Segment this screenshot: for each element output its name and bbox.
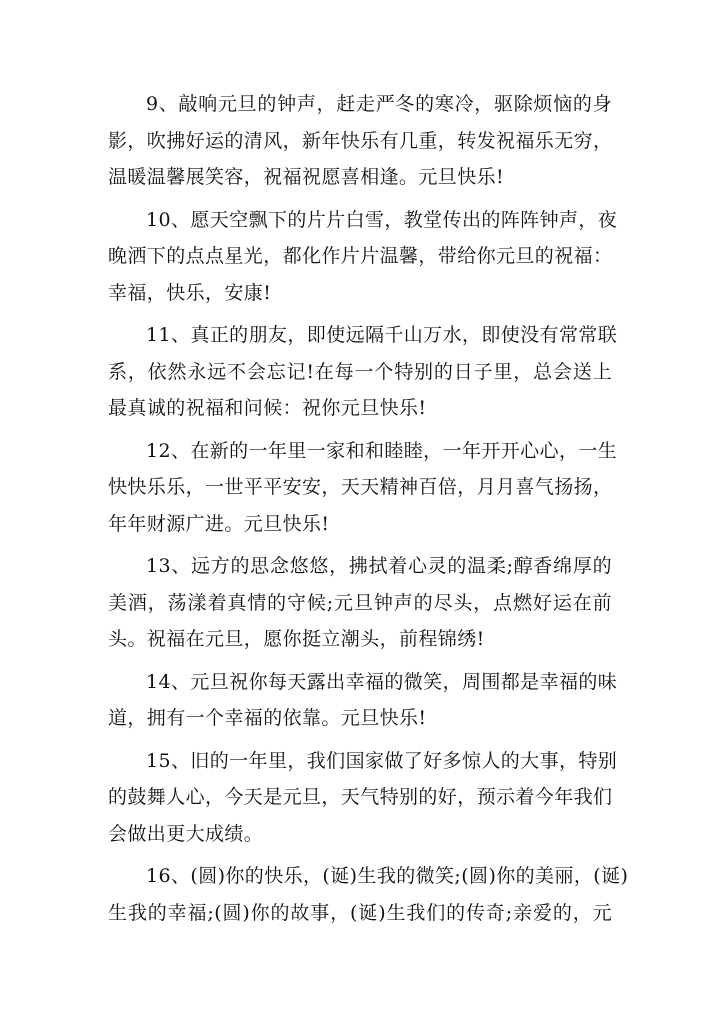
paragraph	[108, 86, 612, 196]
paragraph	[108, 664, 618, 737]
text-line: 9、敲响元旦的钟声，赶走严冬的寒冷，驱除烦恼的身	[146, 93, 612, 115]
text-line: 快快乐乐，一世平平安安，天天精神百倍，月月喜气扬扬，	[108, 476, 613, 498]
text-line: 美酒，荡漾着真情的守候;元旦钟声的尽头，点燃好运在前	[108, 591, 612, 614]
text-line: 年年财源广进。元旦快乐!	[108, 512, 330, 535]
paragraph	[108, 548, 612, 658]
text-line: 影，吹拂好运的清风，新年快乐有几重，转发祝福乐无穷，	[108, 129, 613, 152]
text-line: 16、(圆)你的快乐，(诞)生我的微笑;(圆)你的美丽，(诞)	[146, 865, 629, 887]
text-line: 13、远方的思念悠悠，拂拭着心灵的温柔;醇香绵厚的	[146, 555, 612, 577]
text-line: 系，依然永远不会忘记!在每一个特别的日子里，总会送上	[108, 360, 612, 383]
text-line: 12、在新的一年里一家和和睦睦，一年开开心心，一生	[146, 439, 618, 462]
text-line: 14、元旦祝你每天露出幸福的微笑，周围都是幸福的味	[146, 670, 618, 693]
text-line: 头。祝福在元旦，愿你挺立潮头，前程锦绣!	[108, 628, 485, 650]
text-line: 会做出更大成绩。	[108, 822, 264, 845]
paragraph	[108, 743, 618, 853]
paragraph	[108, 317, 618, 427]
text-line: 15、旧的一年里，我们国家做了好多惊人的大事，特别	[146, 749, 618, 772]
text-line: 温暖温馨展笑容，祝福祝愿喜相逢。元旦快乐!	[108, 166, 505, 188]
text-line: 生我的幸福;(圆)你的故事，(诞)生我们的传奇;亲爱的，元	[108, 901, 612, 924]
text-line: 10、愿天空飘下的片片白雪，教堂传出的阵阵钟声，夜	[146, 208, 618, 231]
document-page	[108, 86, 629, 937]
paragraph	[108, 433, 618, 543]
text-line: 11、真正的朋友，即使远隔千山万水，即使没有常常联	[146, 324, 618, 346]
paragraph	[108, 202, 618, 312]
paragraph	[108, 858, 629, 931]
text-line: 最真诚的祝福和问候：祝你元旦快乐!	[108, 397, 427, 419]
text-line: 道，拥有一个幸福的依靠。元旦快乐!	[108, 707, 427, 729]
text-line: 幸福，快乐，安康!	[108, 281, 272, 304]
text-line: 晚洒下的点点星光，都化作片片温馨，带给你元旦的祝福：	[108, 245, 613, 267]
text-line: 的鼓舞人心，今天是元旦，天气特别的好，预示着今年我们	[108, 786, 613, 808]
